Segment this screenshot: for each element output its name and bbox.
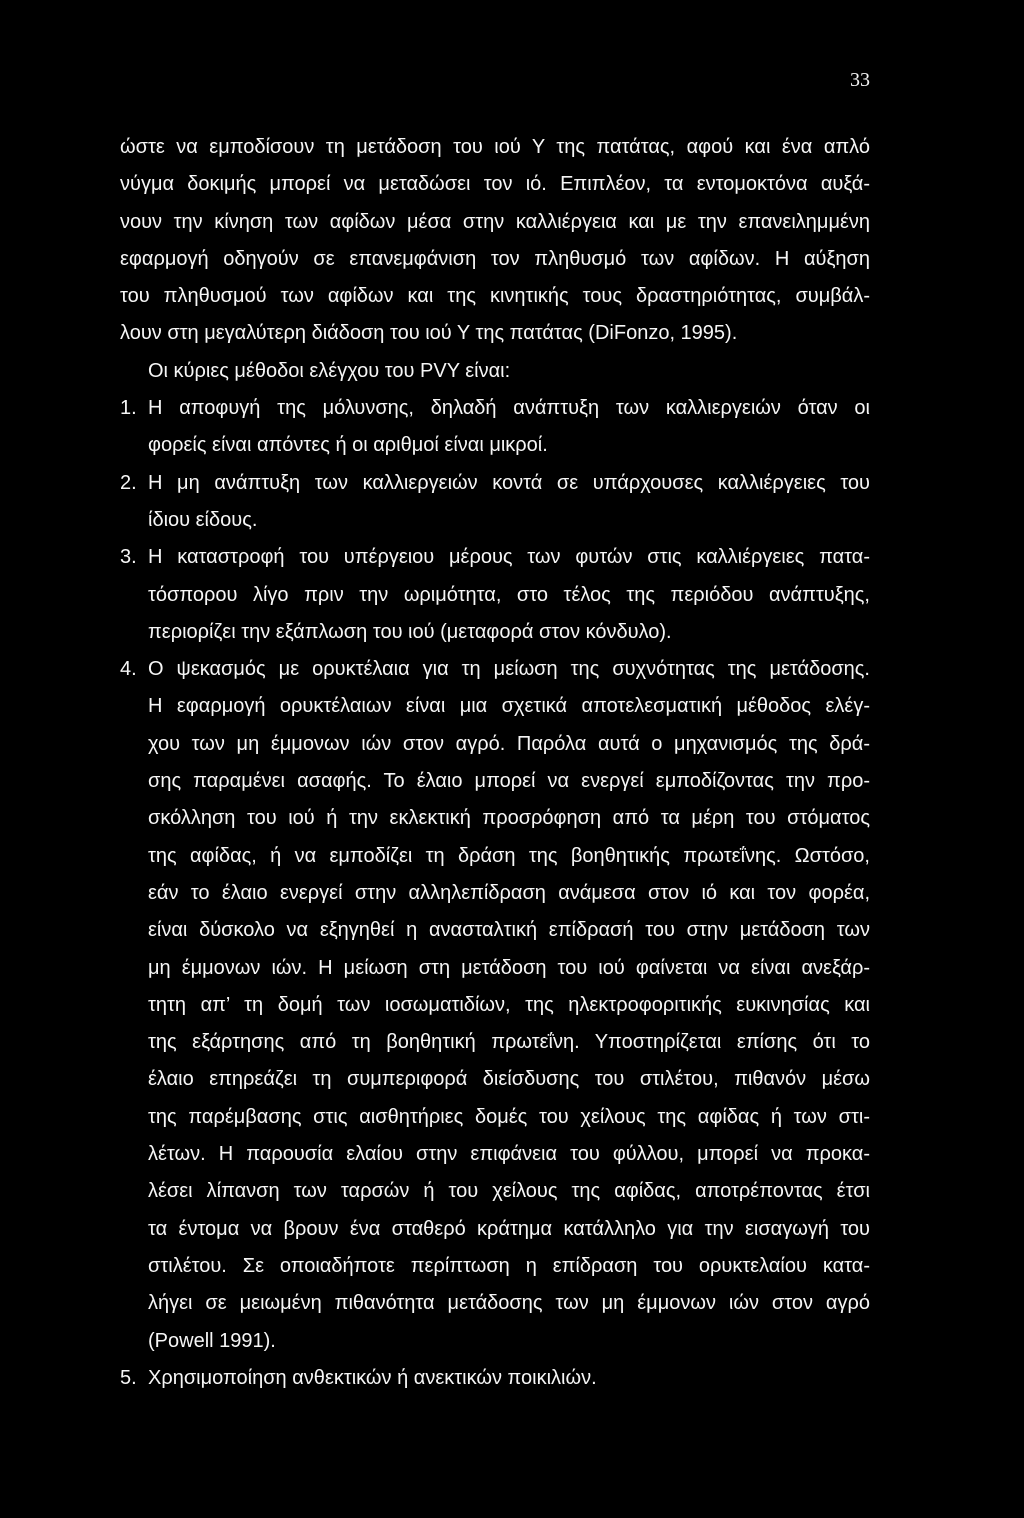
- method-item-3: [0, 539, 1024, 651]
- list-item-line: ίδιου είδους.: [148, 508, 258, 531]
- list-item-line: Η εφαρμογή ορυκτέλαιων είναι μια σχετικά αποτελεσματική μέθοδος ελέγ-: [148, 695, 870, 718]
- paragraph-line: εφαρμογή οδηγούν σε επανεμφάνιση τον πληθυσμό των αφίδων. Η αύξηση: [120, 247, 870, 270]
- list-item-line: μη έμμονων ιών. Η μείωση στη μετάδοση του ιού φαίνεται να είναι ανεξάρ-: [148, 956, 870, 979]
- list-item-line: Η καταστροφή του υπέργειου μέρους των φυτών στις καλλιέργειες πατα-: [148, 546, 870, 569]
- list-item-number: 5.: [120, 1366, 137, 1389]
- list-item-line: της αφίδας, ή να εμποδίζει τη δράση της βοηθητικής πρωτεΐνης. Ωστόσο,: [148, 844, 870, 867]
- method-item-4: [0, 651, 1024, 1360]
- list-item-line: έλαιο επηρεάζει τη συμπεριφορά διείσδυσης του στιλέτου, πιθανόν μέσω: [148, 1068, 870, 1091]
- list-item-line: λέτων. Η παρουσία ελαίου στην επιφάνεια του φύλλου, μπορεί να προκα-: [148, 1143, 870, 1166]
- list-item-first-row: [0, 465, 1024, 502]
- list-item-line: χου των μη έμμονων ιών στον αγρό. Παρόλα αυτά ο μηχανισμός της δρά-: [148, 732, 870, 755]
- intro-paragraph: [0, 129, 1024, 353]
- list-item-line: στιλέτου. Σε οποιαδήποτε περίπτωση η επίδραση του ορυκτελαίου κατα-: [148, 1254, 870, 1277]
- page-body: [0, 129, 1024, 1397]
- list-item-first-row: [0, 390, 1024, 427]
- list-item-line: Χρησιμοποίηση ανθεκτικών ή ανεκτικών ποικιλιών.: [148, 1366, 597, 1389]
- method-item-5: [0, 1360, 1024, 1397]
- list-item-number: 2.: [120, 471, 137, 494]
- list-item-line: τόσπορου λίγο πριν την ωριμότητα, στο τέλος της περιόδου ανάπτυξης,: [148, 583, 870, 606]
- list-item-line: τητη απ’ τη δομή των ιοσωματιδίων, της ηλεκτροφοριτικής ευκινησίας και: [148, 993, 870, 1016]
- page-number: 33: [850, 69, 870, 91]
- list-item-line: εάν το έλαιο ενεργεί στην αλληλεπίδραση ανάμεσα στον ιό και τον φορέα,: [148, 881, 870, 904]
- paragraph-line: νουν την κίνηση των αφίδων μέσα στην καλλιέργεια και με την επανειλημμένη: [120, 210, 870, 233]
- list-item-line: σης παραμένει ασαφής. Το έλαιο μπορεί να ενεργεί εμποδίζοντας την προ-: [148, 770, 870, 793]
- methods-intro: Οι κύριες μέθοδοι ελέγχου του PVY είναι:: [148, 359, 511, 382]
- list-item-line: λέσει λίπανση των ταρσών ή του χείλους της αφίδας, αποτρέποντας έτσι: [148, 1180, 870, 1203]
- list-item-line: σκόλληση του ιού ή την εκλεκτική προσρόφηση από τα μέρη του στόματος: [148, 807, 870, 830]
- paragraph-line: νύγμα δοκιμής μπορεί να μεταδώσει τον ιό. Επιπλέον, τα εντομοκτόνα αυξά-: [120, 173, 870, 196]
- method-item-2: [0, 465, 1024, 540]
- list-item-line: φορείς είναι απόντες ή οι αριθμοί είναι μικροί.: [148, 434, 548, 457]
- list-item-line: τα έντομα να βρουν ένα σταθερό κράτημα κατάλληλο για την εισαγωγή του: [148, 1217, 870, 1240]
- list-item-line: είναι δύσκολο να εξηγηθεί η ανασταλτική επίδρασή του στην μετάδοση των: [148, 919, 870, 942]
- list-item-first-row: [0, 651, 1024, 688]
- list-item-number: 3.: [120, 546, 137, 569]
- list-item-line: Η μη ανάπτυξη των καλλιεργειών κοντά σε υπάρχουσες καλλιέργειες του: [148, 471, 870, 494]
- list-item-line: λήγει σε μειωμένη πιθανότητα μετάδοσης των μη έμμονων ιών στον αγρό: [148, 1292, 870, 1315]
- method-item-1: [0, 390, 1024, 465]
- citation-line: (Powell 1991).: [148, 1329, 276, 1352]
- list-item-first-row: [0, 1360, 1024, 1397]
- paragraph-line: λουν στη μεγαλύτερη διάδοση του ιού Υ της πατάτας (DiFonzo, 1995).: [120, 322, 738, 345]
- list-item-number: 4.: [120, 658, 137, 681]
- paragraph-line: του πληθυσμού των αφίδων και της κινητικής τους δραστηριότητας, συμβάλ-: [120, 285, 870, 308]
- list-item-line: της εξάρτησης από τη βοηθητική πρωτεΐνη. Υποστηρίζεται επίσης ότι το: [148, 1031, 870, 1054]
- list-item-line: Ο ψεκασμός με ορυκτέλαια για τη μείωση της συχνότητας της μετάδοσης.: [148, 658, 870, 681]
- list-item-first-row: [0, 539, 1024, 576]
- list-item-number: 1.: [120, 397, 137, 420]
- methods-list: [0, 390, 1024, 1397]
- list-item-line: της παρέμβασης στις αισθητήριες δομές του χείλους της αφίδας ή των στι-: [148, 1105, 870, 1128]
- list-item-line: Η αποφυγή της μόλυνσης, δηλαδή ανάπτυξη των καλλιεργειών όταν οι: [148, 397, 870, 420]
- paragraph-line: ώστε να εμποδίσουν τη μετάδοση του ιού Υ της πατάτας, αφού και ένα απλό: [120, 136, 870, 158]
- list-item-line: περιορίζει την εξάπλωση του ιού (μεταφορά στον κόνδυλο).: [148, 620, 672, 643]
